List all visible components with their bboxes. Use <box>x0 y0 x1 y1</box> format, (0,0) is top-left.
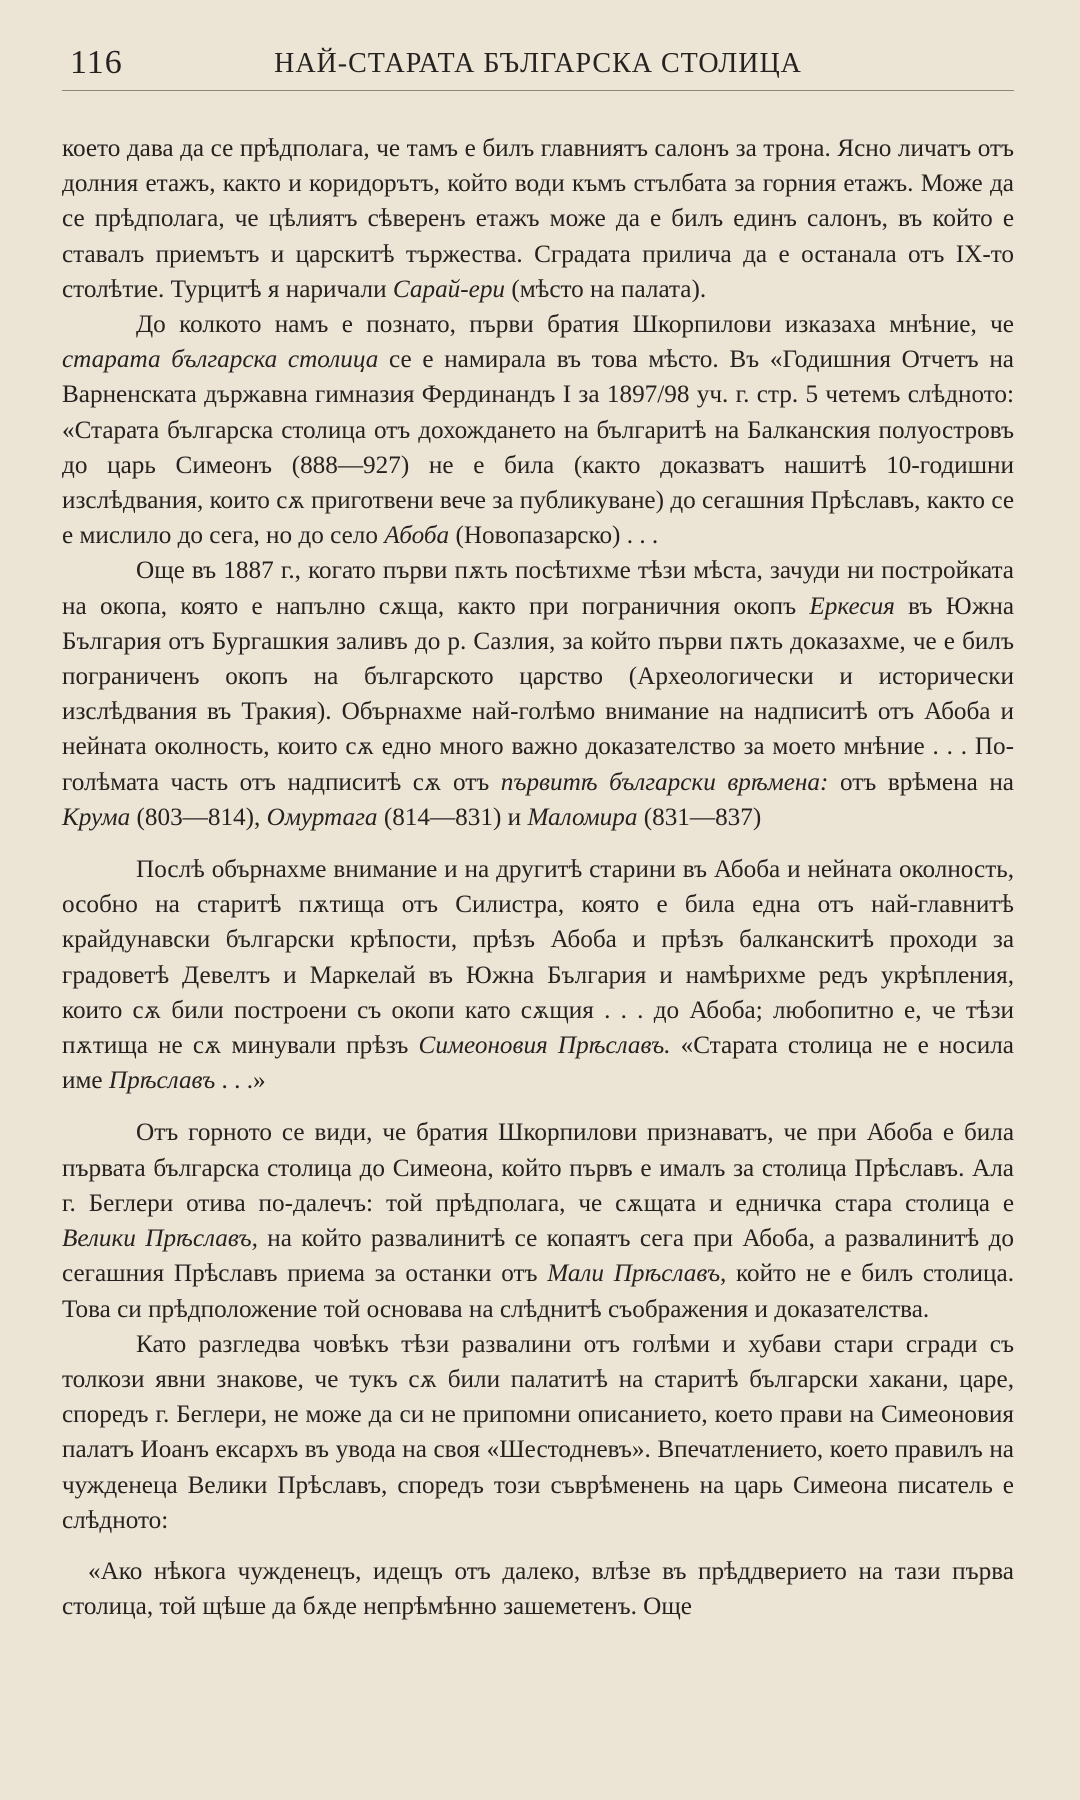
paragraph-7 <box>62 1554 1014 1624</box>
running-title: НАЙ-СТАРАТА БЪЛГАРСКА СТОЛИЦА <box>274 48 802 79</box>
italic-text-segment: Крума <box>62 803 131 831</box>
italic-text-segment: Абоба <box>384 522 450 550</box>
text-segment: (831—837) <box>637 803 762 831</box>
italic-text-segment: Мали Прѣславъ, <box>547 1260 727 1288</box>
text-segment: Още въ 1887 г., когато първи пѫть посѣтихме тѣзи мѣста, зачуди ни постройката на окопа, която е напълно сѫща, както при пограничния окопъ <box>62 557 1014 620</box>
text-segment: който не е билъ столица. Това си прѣдположение той основава на слѣднитѣ съображения и доказателства. <box>62 1260 1014 1323</box>
paragraph-2 <box>62 307 1014 553</box>
text-segment: което дава да се прѣдполага, че тамъ е билъ главниятъ салонъ за трона. Ясно личатъ отъ долния етажъ, както и коридорътъ, който води къмъ стълбата за горния етажъ. Може да се прѣдполага, че цѣлиятъ сѣверенъ етажъ може да е билъ единъ салонъ, въ който е ставалъ приемътъ и царскитѣ тържества. Сградата прилича да е останала отъ IX-то столѣтие. Турцитѣ я наричали <box>62 135 1014 303</box>
text-segment: (мѣсто на палата). <box>505 275 707 303</box>
italic-text-segment: старата българска столица <box>62 346 379 374</box>
paragraph-6 <box>62 1327 1014 1538</box>
italic-text-segment: Симеоновия Прѣславъ. <box>418 1032 671 1060</box>
text-segment: «Старата столица не е носила име <box>62 1032 1014 1095</box>
text-segment: До колкото намъ е познато, първи братия Шкорпилови изказаха мнѣние, че <box>136 311 1014 339</box>
text-segment: «Ако нѣкога чужденецъ, идещъ отъ далеко, влѣзе въ прѣддверието на тази първа столица, той щѣше да бѫде непрѣмѣнно зашеметенъ. Още <box>62 1557 1014 1621</box>
text-segment: отъ врѣмена на <box>828 768 1014 796</box>
page-header <box>62 40 1014 91</box>
paragraph-5 <box>62 1115 1014 1326</box>
text-segment: Послѣ обърнахме внимание и на другитѣ старини въ Абоба и нейната околность, особно на старитѣ пѫтища отъ Силистра, която е била една отъ най-главнитѣ крайдунавски български крѣпости, прѣзъ Абоба и прѣзъ балканскитѣ проходи за градоветѣ Девелтъ и Маркелай въ Южна България и намѣрихме редъ укрѣпления, които сѫ били построени съ окопи като сѫщия . . . до Абоба; любопитно е, че тѣзи пѫтища не сѫ минували прѣзъ <box>62 856 1014 1060</box>
text-segment: (Новопазарско) . . . <box>449 522 659 550</box>
italic-text-segment: Маломира <box>527 803 638 831</box>
italic-text-segment: Омуртага <box>266 803 378 831</box>
italic-text-segment: Прѣславъ <box>108 1067 216 1095</box>
text-segment: (814—831) и <box>377 803 528 831</box>
text-segment: на който развалинитѣ се копаятъ сега при Абоба, а развалинитѣ до сегашния Прѣславъ приема за останки отъ <box>62 1225 1014 1288</box>
text-segment: въ Южна България отъ Бургашкия заливъ до р. Сазлия, за който първи пѫть доказахме, че е билъ пограниченъ окопъ на българското царство (Археологически и исторически изслѣдвания въ Тракия). Обърнахме най-голѣмо внимание на надписитѣ отъ Абоба и нейната околность, които сѫ едно много важно доказателство за моето мнѣние . . . По-голѣмата часть отъ надписитѣ сѫ отъ <box>62 592 1015 796</box>
text-segment: . . .» <box>215 1067 266 1095</box>
italic-text-segment: първитѣ български врѣмена: <box>500 768 829 796</box>
italic-text-segment: Сарай-ери <box>392 275 506 303</box>
text-segment: се е намирала въ това мѣсто. Въ «Годишния Отчетъ на Варненската държавна гимназия Фердинандъ I за 1897/98 уч. г. стр. 5 четемъ слѣдното: «Старата българска столица отъ дохождането на българитѣ на Балканския полуостровъ до царь Симеонъ (888—927) не е била (както доказватъ нашитѣ 10-годишни изслѣдвания, които сѫ приготвени вече за публикуване) до сегашния Прѣславъ, както се е мислило до сега, но до село <box>62 346 1014 550</box>
text-segment: (803—814), <box>130 803 267 831</box>
page-number: 116 <box>70 44 123 81</box>
paragraph-1 <box>62 131 1014 307</box>
paragraph-4 <box>62 852 1014 1098</box>
page-body <box>62 131 1014 1624</box>
italic-text-segment: Велики Прѣславъ, <box>62 1225 258 1253</box>
paragraph-3 <box>62 553 1014 835</box>
text-segment: Като разгледва човѣкъ тѣзи развалини отъ голѣми и хубави стари сгради съ толкози явни знакове, че тукъ сѫ били палатитѣ на старитѣ български хакани, царе, споредъ г. Беглери, не може да си не припомни описанието, което прави на Симеоновия палатъ Иоанъ ексархъ въ увода на своя «Шестодневъ». Впечатлението, което правилъ на чужденеца Велики Прѣславъ, споредъ този съврѣменень на царь Симеона писатель е слѣдното: <box>62 1330 1014 1534</box>
text-segment: Отъ горното се види, че братия Шкорпилови признаватъ, че при Абоба е била първата българска столица до Симеона, който първъ е ималъ за столица Прѣславъ. Ала г. Беглери отива по-далечъ: той прѣдполага, че сѫщата и едничка стара столица е <box>62 1119 1014 1217</box>
italic-text-segment: Еркесия <box>809 592 895 620</box>
